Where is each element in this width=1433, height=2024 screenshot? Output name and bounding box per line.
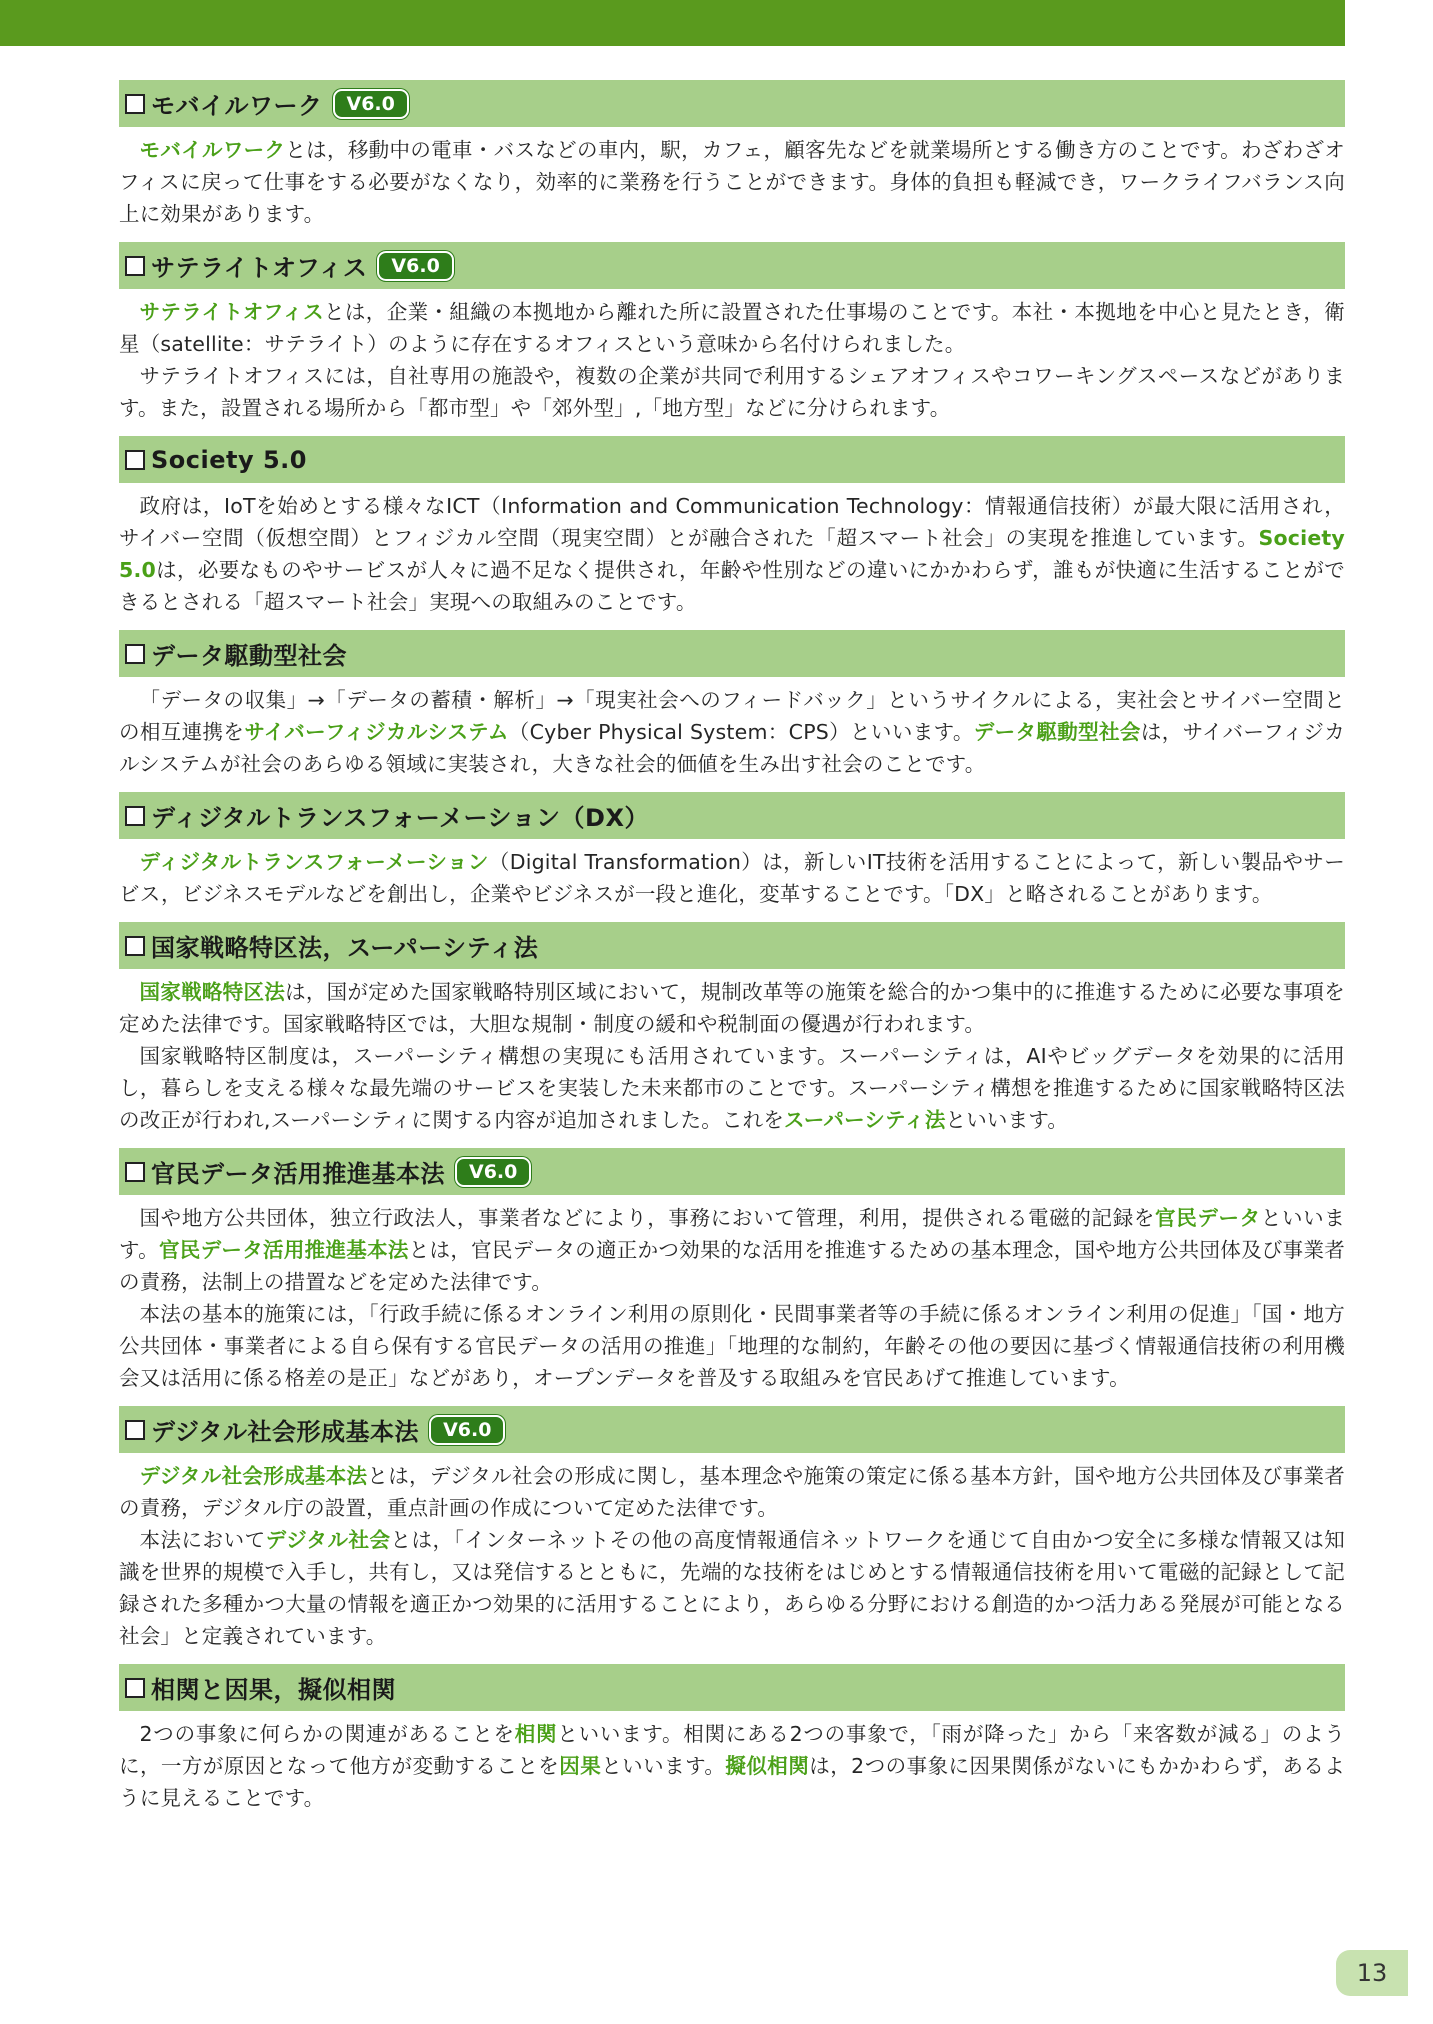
highlighted-term: Society 5.0 [119,526,1345,582]
highlighted-term: ディジタルトランスフォーメーション [139,850,489,874]
paragraph-text: といいます。 [119,1206,1345,1262]
checkbox-icon[interactable] [125,450,145,470]
paragraph-text: とは，「インターネットその他の高度情報通信ネットワークを通じて自由かつ安全に多様な情報又は知識を世界的規模で入手し，共有し，又は発信するとともに，先端的な技術をはじめとする情報通信技術を用いて電磁的記録として記録された多種かつ大量の情報を適正かつ効果的に活用することにより，あらゆる分野における創造的かつ活力ある発展が可能となる社会」と定義されています。 [119,1528,1345,1648]
paragraph-text: とは，官民データの適正かつ効果的な活用を推進するための基本理念，国や地方公共団体及び事業者の責務，法制上の措置などを定めた法律です。 [119,1238,1346,1294]
section-body [119,483,1345,618]
section-header [119,80,1345,127]
section [119,792,1345,910]
highlighted-term: データ駆動型社会 [973,720,1141,744]
section-header [119,792,1345,839]
paragraph-text: 国や地方公共団体，独立行政法人，事業者などにより，事務において管理，利用，提供される電磁的記録を [139,1206,1156,1230]
paragraph-text: は，国が定めた国家戦略特別区域において，規制改革等の施策を総合的かつ集中的に推進するために必要な事項を定めた法律です。国家戦略特区では，大胆な規制・制度の緩和や税制面の優遇が行われます。 [119,980,1345,1036]
checkbox-icon[interactable] [125,644,145,664]
paragraph [119,846,1345,910]
paragraph-text: とは，企業・組織の本拠地から離れた所に設置された仕事場のことです。本社・本拠地を中心と見たとき，衛星（satellite：サテライト）のように存在するオフィスという意味から名付けられました。 [119,300,1345,356]
paragraph [119,684,1345,780]
highlighted-term: 国家戦略特区法 [139,980,286,1004]
checkbox-icon[interactable] [125,806,145,826]
section-header [119,1664,1345,1711]
paragraph-text: （Cyber Physical System：CPS）といいます。 [508,720,974,744]
paragraph-text: 国家戦略特区制度は，スーパーシティ構想の実現にも活用されています。スーパーシティは，AIやビッグデータを効果的に活用し，暮らしを支える様々な最先端のサービスを実装した未来都市のことです。スーパーシティ構想を推進するために国家戦略特区法の改正が行われ,スーパーシティに関する内容が追加されました。これを [119,1044,1345,1132]
highlighted-term: 官民データ活用推進基本法 [158,1238,409,1262]
paragraph-text: といいます。 [945,1108,1069,1132]
section-body [119,289,1345,424]
section [119,922,1345,1136]
paragraph [119,134,1345,230]
highlighted-term: スーパーシティ法 [784,1108,946,1132]
paragraph [119,1718,1345,1814]
section-title: データ駆動型社会 [151,642,347,670]
page-content [119,80,1345,1814]
version-badge: V6.0 [455,1157,531,1187]
section-title: 相関と因果，擬似相関 [151,1676,396,1704]
highlighted-term: サイバーフィジカルシステム [244,720,509,744]
page-number: 13 [1336,1950,1408,1996]
section [119,1148,1345,1394]
section [119,242,1345,424]
section-title: Society 5.0 [151,445,307,474]
paragraph-text: は，必要なものやサービスが人々に過不足なく提供され，年齢や性別などの違いにかかわらず，誰もが快適に生活することができるとされる「超スマート社会」実現への取組みのことです。 [119,558,1345,614]
section [119,80,1345,230]
section-body [119,127,1345,230]
highlighted-term: 官民データ [1155,1206,1261,1230]
paragraph-text: といいます。 [601,1754,726,1778]
section-body [119,677,1345,780]
section-title: デジタル社会形成基本法 [151,1418,420,1446]
section-body [119,1195,1345,1394]
paragraph [119,296,1345,360]
section-title: サテライトオフィス [151,254,368,282]
section [119,1406,1345,1652]
paragraph-text: 2つの事象に何らかの関連があることを [139,1722,515,1746]
paragraph-text: といいます。相関にある2つの事象で，「雨が降った」から「来客数が減る」のように，一方が原因となって他方が変動することを [119,1722,1345,1778]
header-bar [0,0,1345,46]
section-header [119,922,1345,969]
paragraph-text: とは，移動中の電車・バスなどの車内，駅，カフェ，顧客先などを就業場所とする働き方のことです。わざわざオフィスに戻って仕事をする必要がなくなり，効率的に業務を行うことができます。身体的負担も軽減でき，ワークライフバランス向上に効果があります。 [119,138,1345,226]
paragraph [119,490,1345,618]
version-badge: V6.0 [429,1415,505,1445]
checkbox-icon[interactable] [125,936,145,956]
section-header [119,242,1345,289]
section-title: 官民データ活用推進基本法 [151,1160,445,1188]
paragraph-text: は，サイバーフィジカルシステムが社会のあらゆる領域に実装され，大きな社会的価値を生み出す社会のことです。 [119,720,1345,776]
section [119,1664,1345,1814]
paragraph-text: 本法において [139,1528,266,1552]
section-body [119,969,1345,1136]
section [119,436,1345,618]
paragraph-text: とは，デジタル社会の形成に関し，基本理念や施策の策定に係る基本方針，国や地方公共団体及び事業者の責務，デジタル庁の設置，重点計画の作成について定めた法律です。 [119,1464,1345,1520]
section-header [119,630,1345,677]
section-body [119,839,1345,910]
checkbox-icon[interactable] [125,256,145,276]
section-header [119,1406,1345,1453]
highlighted-term: 相関 [514,1722,558,1746]
section-title: 国家戦略特区法，スーパーシティ法 [151,934,539,962]
paragraph-text: （Digital Transformation）は，新しいIT技術を活用することによって，新しい製品やサービス，ビジネスモデルなどを創出し，企業やビジネスが一段と進化，変革することです。「DX」と略されることがあります。 [119,850,1345,906]
paragraph [119,1040,1345,1136]
paragraph [119,1202,1345,1298]
section-body [119,1711,1345,1814]
checkbox-icon[interactable] [125,94,145,114]
highlighted-term: デジタル社会形成基本法 [139,1464,368,1488]
section-body [119,1453,1345,1652]
paragraph-text: サテライトオフィスには，自社専用の施設や，複数の企業が共同で利用するシェアオフィスやコワーキングスペースなどがあります。また，設置される場所から「都市型」や「郊外型」,「地方型」などに分けられます。 [119,364,1345,420]
paragraph [119,1460,1345,1524]
section-title: ディジタルトランスフォーメーション（DX） [151,804,649,832]
paragraph-text: は，2つの事象に因果関係がないにもかかわらず，あるように見えることです。 [119,1754,1345,1810]
section-header [119,1148,1345,1195]
checkbox-icon[interactable] [125,1678,145,1698]
highlighted-term: モバイルワーク [139,138,286,162]
highlighted-term: サテライトオフィス [139,300,325,324]
section-header [119,436,1345,483]
paragraph-text: 「データの収集」→「データの蓄積・解析」→「現実社会へのフィードバック」というサイクルによる，実社会とサイバー空間との相互連携を [119,688,1345,744]
checkbox-icon[interactable] [125,1162,145,1182]
paragraph [119,1524,1345,1652]
section-title: モバイルワーク [151,92,323,120]
highlighted-term: 因果 [559,1754,602,1778]
section [119,630,1345,780]
highlighted-term: デジタル社会 [265,1528,391,1552]
checkbox-icon[interactable] [125,1420,145,1440]
paragraph-text: 本法の基本的施策には，「行政手続に係るオンライン利用の原則化・民間事業者等の手続に係るオンライン利用の促進」「国・地方公共団体・事業者による自ら保有する官民データの活用の推進」「地理的な制約，年齢その他の要因に基づく情報通信技術の利用機会又は活用に係る格差の是正」などがあり，オープンデータを普及する取組みを官民あげて推進しています。 [119,1302,1345,1390]
paragraph [119,976,1345,1040]
version-badge: V6.0 [377,251,453,281]
paragraph [119,360,1345,424]
paragraph [119,1298,1345,1394]
paragraph-text: 政府は，IoTを始めとする様々なICT（Information and Communication Technology：情報通信技術）が最大限に活用され，サイバー空間（仮想空間）とフィジカル空間（現実空間）とが融合された「超スマート社会」の実現を推進しています。 [119,494,1345,550]
highlighted-term: 擬似相関 [725,1754,810,1778]
version-badge: V6.0 [333,89,409,119]
